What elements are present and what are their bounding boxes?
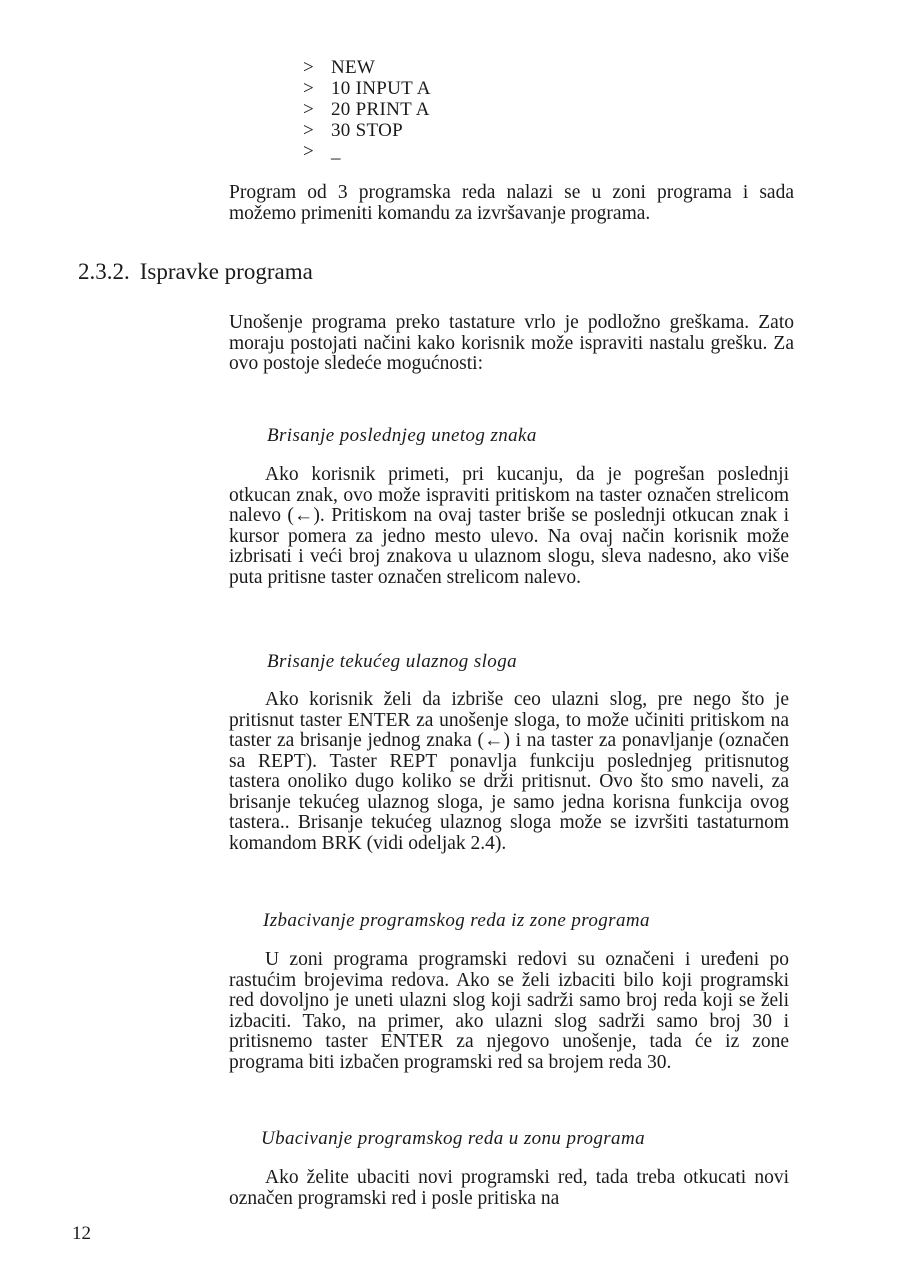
intro-paragraph-text: Program od 3 programska reda nalazi se u zoni programa i sada možemo primeniti komandu za izvršavanje programa. (229, 182, 794, 224)
code-line (303, 57, 431, 78)
subsection-heading: Ubacivanje programskog reda u zonu programa (261, 1128, 645, 1149)
page-number: 12 (72, 1223, 91, 1244)
section-intro-paragraph (229, 313, 794, 375)
prompt-symbol: > (303, 78, 315, 99)
prompt-symbol: > (303, 120, 315, 141)
code-text: 30 STOP (331, 120, 403, 141)
code-listing (303, 57, 431, 162)
code-line (303, 99, 431, 120)
subsection-heading: Brisanje poslednjeg unetog znaka (267, 425, 537, 446)
subsection-heading: Izbacivanje programskog reda iz zone programa (263, 910, 650, 931)
code-text: 10 INPUT A (331, 78, 431, 99)
section-number: 2.3.2. (78, 259, 130, 284)
prompt-symbol: > (303, 57, 315, 78)
section-heading (78, 258, 313, 286)
code-text: NEW (331, 57, 376, 78)
code-text: 20 PRINT A (331, 99, 430, 120)
prompt-symbol: > (303, 99, 315, 120)
prompt-symbol: > (303, 141, 315, 162)
subsection-body-text: Ako korisnik primeti, pri kucanju, da je pogrešan poslednji otkucan znak, ovo može ispraviti pritiskom na taster označen strelicom nalevo (←). Pritiskom na ovaj taster briše se poslednji otkucan znak i kursor pomera za jedno mesto ulevo. Na ovaj način korisnik može izbrisati i veći broj znakova u ulaznom slogu, sleva nadesno, ako više puta pritisne taster označen strelicom nalevo. (229, 464, 789, 588)
subsection-body-text: Ako želite ubaciti novi programski red, tada treba otkucati novi označen programski red i posle pritiska na (229, 1167, 789, 1209)
subsection-body-text: Ako korisnik želi da izbriše ceo ulazni slog, pre nego što je pritisnut taster ENTER za unošenje sloga, to može učiniti pritiskom na taster za brisanje jednog znaka (←) i na taster za ponavljanje (označen sa REPT). Taster REPT ponavlja funkciju poslednjeg pritisnutog tastera onoliko dugo koliko se drži pritisnut. Ovo što smo naveli, za brisanje tekućeg ulaznog sloga, je samo jedna korisna funkcija ovog tastera.. Brisanje tekućeg ulaznog sloga može se izvršiti tastaturnom komandom BRK (vidi odeljak 2.4). (229, 689, 789, 854)
section-intro-text: Unošenje programa preko tastature vrlo je podložno greškama. Zato moraju postojati načini kako korisnik može ispraviti nastalu grešku. Za ovo postoje sledeće mogućnosti: (229, 312, 794, 374)
intro-paragraph (229, 183, 794, 224)
subsection-body (229, 1168, 789, 1209)
subsection-body (229, 690, 789, 854)
subsection-body (229, 950, 789, 1073)
code-line (303, 141, 431, 162)
subsection-body (229, 465, 789, 588)
subsection-body-text: U zoni programa programski redovi su označeni i uređeni po rastućim brojevima redova. Ako se želi izbaciti bilo koji programski red dovoljno je uneti ulazni slog koji sadrži samo broj reda koji se želi izbaciti. Tako, na primer, ako ulazni slog sadrži samo broj 30 i pritisnemo taster ENTER za njegovo unošenje, tada će iz zone programa biti izbačen programski red sa brojem reda 30. (229, 949, 789, 1073)
code-line (303, 120, 431, 141)
code-line (303, 78, 431, 99)
subsection-heading: Brisanje tekućeg ulaznog sloga (267, 651, 517, 672)
cursor-text: _ (331, 141, 341, 162)
section-title: Ispravke programa (139, 259, 313, 284)
